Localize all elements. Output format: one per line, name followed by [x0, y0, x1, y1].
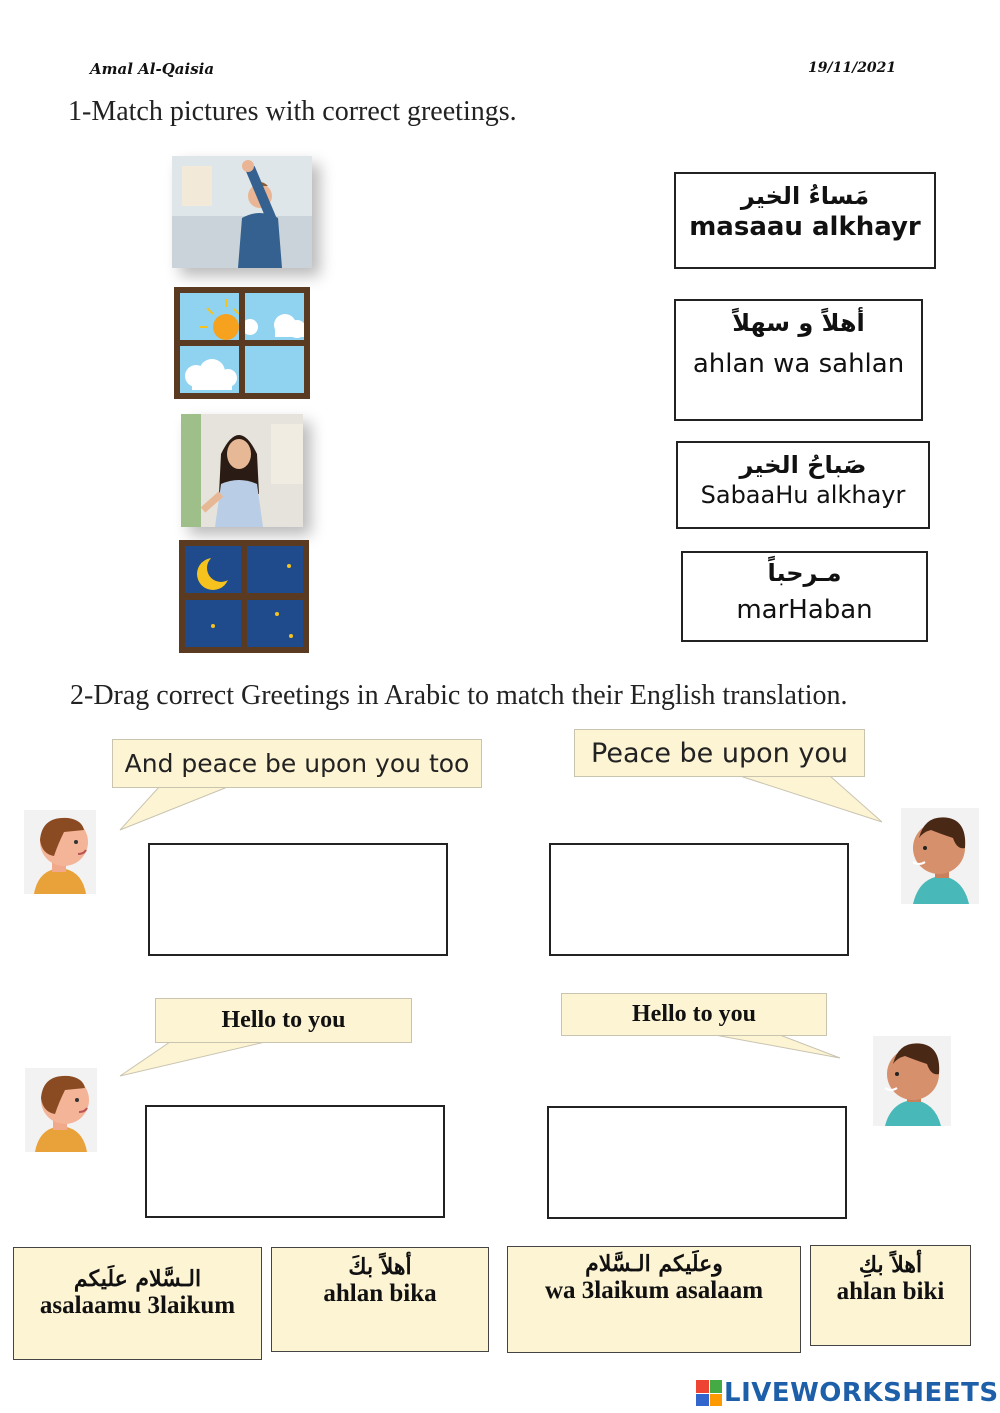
tile-translit: asalaamu 3laikum: [39, 1292, 236, 1319]
greeting-card-translit: marHaban: [736, 594, 873, 625]
speech-bubble-2: [574, 729, 865, 777]
greeting-card-translit: SabaaHu alkhayr: [700, 480, 906, 509]
sun-icon: [180, 293, 239, 340]
greeting-card-arabic: أهلاً و سهلاً: [732, 309, 865, 337]
tile-arabic: أهلاً بكِ: [858, 1252, 923, 1278]
greeting-card-3[interactable]: [676, 441, 930, 529]
person-avatar-icon: [873, 1036, 951, 1126]
cloud-icon: [180, 346, 239, 393]
greeting-card-translit: ahlan wa sahlan: [692, 348, 905, 379]
greeting-woman-icon: [181, 414, 303, 527]
greeting-card-2[interactable]: [674, 299, 923, 421]
tile-arabic: أهلاً بكَ: [348, 1254, 412, 1280]
logo-text: LIVEWORKSHEETS: [724, 1378, 999, 1408]
answer-drop-box-2[interactable]: [549, 843, 849, 956]
speech-bubble-text: Hello to you: [632, 1001, 756, 1027]
waving-man-icon: [172, 156, 312, 268]
draggable-tile-1[interactable]: [13, 1247, 262, 1360]
greeting-card-arabic: صَباحُ الخير: [739, 451, 867, 479]
stars-icon: [247, 600, 303, 647]
sunny-window-picture[interactable]: [174, 287, 310, 399]
greeting-card-arabic: مـرحباً: [767, 559, 842, 587]
answer-drop-box-1[interactable]: [148, 843, 448, 956]
tile-arabic: الـسَّلام علَيكم: [73, 1266, 202, 1292]
speech-bubble-text: Hello to you: [221, 1007, 346, 1033]
tile-translit: ahlan bika: [323, 1280, 437, 1307]
draggable-tile-2[interactable]: [271, 1247, 489, 1352]
greeting-card-4[interactable]: [681, 551, 928, 642]
waving-man-picture[interactable]: [172, 156, 312, 268]
speech-bubble-3: [155, 998, 412, 1043]
worksheet-date: 19/11/2021: [808, 60, 897, 76]
section-1-title: 1-Match pictures with correct greetings.: [68, 96, 517, 127]
tile-translit: ahlan biki: [836, 1278, 945, 1305]
speech-bubble-1: [112, 739, 482, 788]
answer-drop-box-4[interactable]: [547, 1106, 847, 1219]
speech-bubble-4: [561, 993, 827, 1036]
cloud-icon: [245, 293, 304, 340]
tile-translit: wa 3laikum asalaam: [544, 1277, 764, 1304]
night-window-picture[interactable]: [179, 540, 309, 653]
greeting-card-arabic: مَساءُ الخير: [740, 182, 870, 210]
moon-icon: [185, 546, 241, 593]
draggable-tile-3[interactable]: [507, 1246, 801, 1353]
section-2-title: 2-Drag correct Greetings in Arabic to match their English translation.: [70, 680, 848, 711]
liveworksheets-logo[interactable]: [696, 1378, 999, 1408]
sky-pane: [245, 346, 304, 393]
person-avatar-icon: [901, 808, 979, 904]
answer-drop-box-3[interactable]: [145, 1105, 445, 1218]
logo-icon: [696, 1380, 722, 1406]
draggable-tile-4[interactable]: [810, 1245, 971, 1346]
tile-arabic: وعلَيكم الـسَّلام: [585, 1251, 723, 1277]
person-avatar-icon: [25, 1068, 97, 1152]
speech-bubble-text: Peace be upon you: [591, 737, 848, 769]
greeting-card-translit: masaau alkhayr: [689, 211, 921, 242]
person-avatar-icon: [24, 810, 96, 894]
stars-icon: [185, 600, 241, 647]
greeting-woman-picture[interactable]: [181, 414, 303, 527]
greeting-card-1[interactable]: [674, 172, 936, 269]
author-name: Amal Al-Qaisia: [90, 60, 215, 78]
stars-icon: [247, 546, 303, 593]
speech-bubble-text: And peace be upon you too: [124, 749, 470, 778]
